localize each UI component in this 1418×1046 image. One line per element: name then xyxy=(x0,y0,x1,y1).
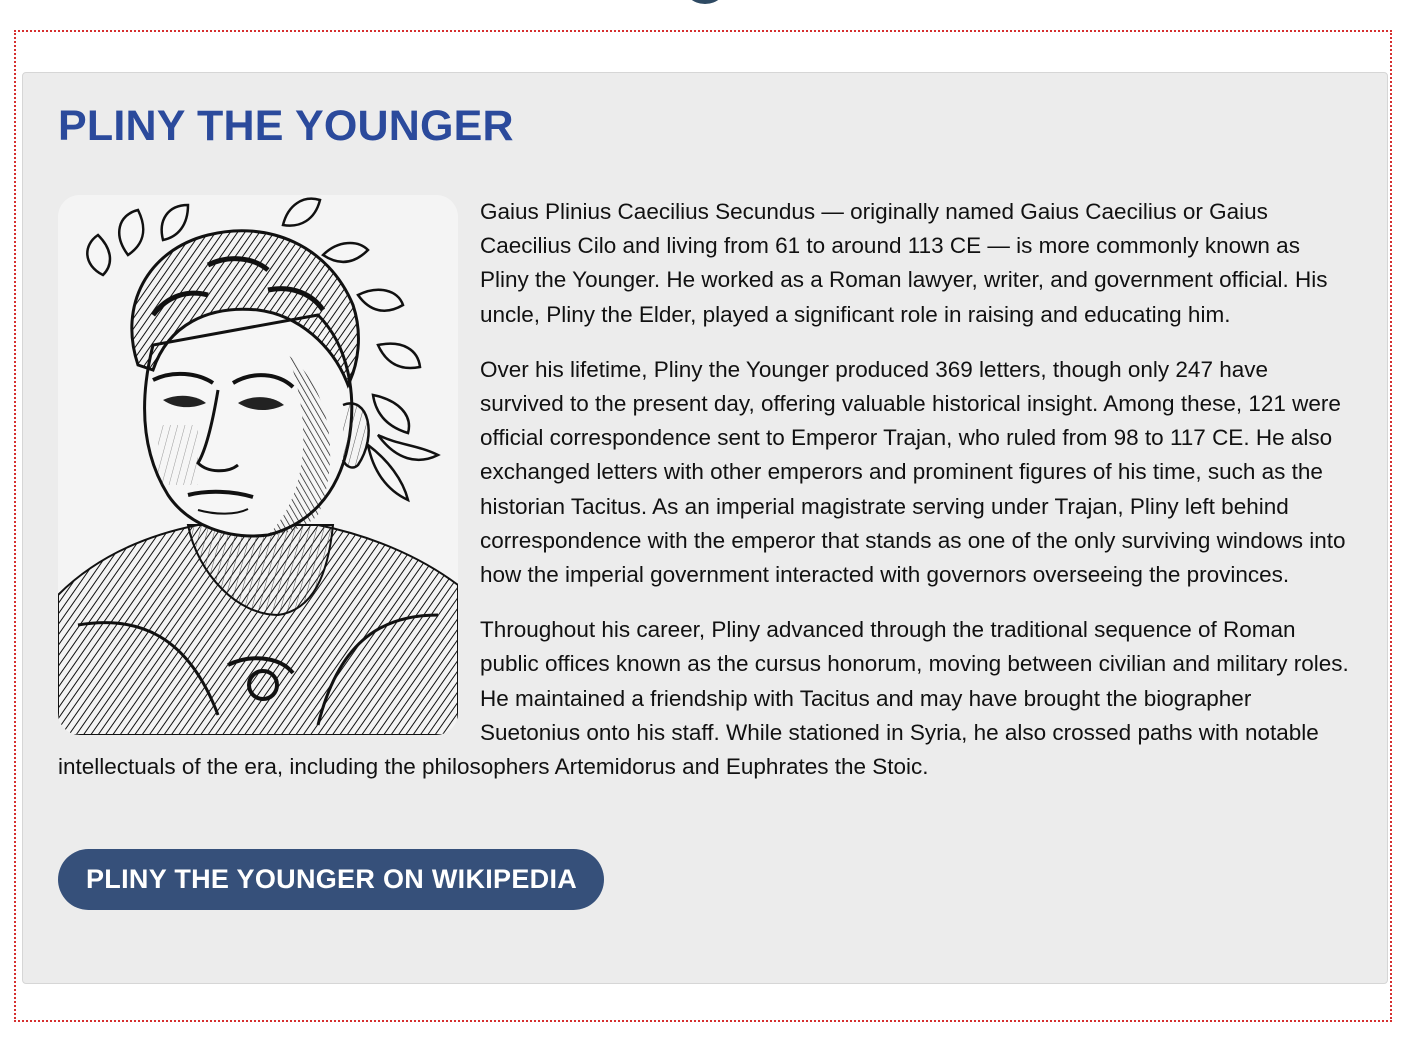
top-nav-circle xyxy=(683,0,727,4)
portrait-engraving-icon xyxy=(58,195,458,735)
section-title: PLINY THE YOUNGER xyxy=(58,102,514,150)
bio-paragraph-2: Over his lifetime, Pliny the Younger produced 369 letters, though only 247 have survived to the present day, offering valuable historical insight. Among these, 121 were official correspondence sent to Emperor Trajan, who ruled from 98 to 117 CE. He also exchanged letters with other emperors and prominent figures of his time, such as the historian Tacitus. As an imperial magistrate serving under Trajan, Pliny left behind correspondence with the emperor that stands as one of the only surviving windows into how the imperial government interacted with governors overseeing the provinces. xyxy=(480,356,1346,588)
bio-card xyxy=(22,72,1388,984)
portrait-image xyxy=(58,195,458,735)
bio-paragraph-3: Throughout his career, Pliny advanced through the traditional sequence of Roman public offices known as the cursus honorum, moving between civilian and military roles. He maintained a friendship with Tacitus and may have brought the biographer Suetonius onto his staff. While stationed in Syria, he also crossed paths with notable intellectuals of the era, including the philosophers Artemidorus and Euphrates the Stoic. xyxy=(58,617,1349,780)
bio-paragraph-1: Gaius Plinius Caecilius Secundus — originally named Gaius Caecilius or Gaius Caecilius Cilo and living from 61 to around 113 CE — is more commonly known as Pliny the Younger. He worked as a Roman lawyer, writer, and government official. His uncle, Pliny the Elder, played a significant role in raising and educating him. xyxy=(480,199,1328,327)
bio-content xyxy=(58,195,1352,805)
wikipedia-link-button[interactable]: PLINY THE YOUNGER ON WIKIPEDIA xyxy=(58,849,604,910)
